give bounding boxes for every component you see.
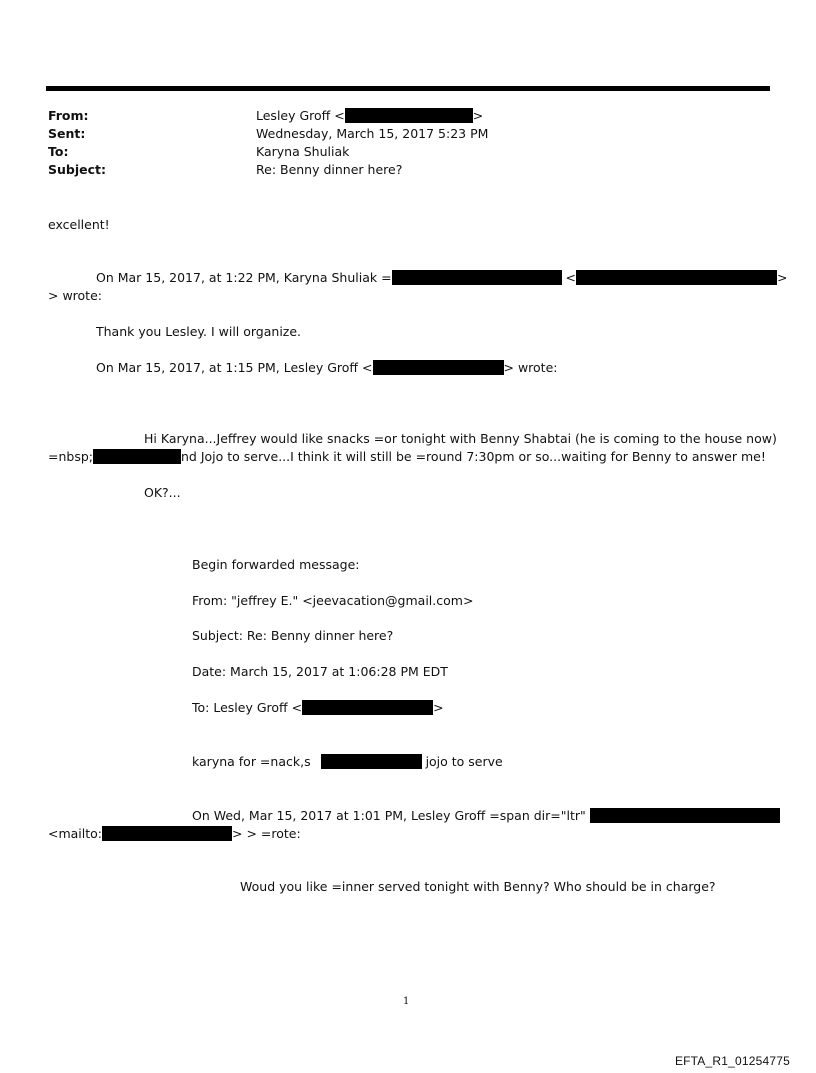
quote1-header-text: On Mar 15, 2017, at 1:22 PM, Karyna Shuliak = (96, 270, 392, 285)
forward-subject: Subject: Re: Benny dinner here? (192, 628, 394, 643)
forward-body-text: karyna for =nack,s (192, 754, 311, 769)
forward-begin: Begin forwarded message: (192, 557, 360, 572)
subject-value: Re: Benny dinner here? (256, 162, 403, 177)
redaction (93, 449, 181, 464)
quote3-mailto-text: <mailto: (48, 826, 103, 841)
sent-label: Sent: (48, 126, 86, 141)
quote3-mailto (48, 826, 301, 842)
quote2-nbsp: =nbsp; (48, 449, 93, 464)
to-label: To: (48, 144, 69, 159)
quote3-header (192, 808, 780, 824)
redaction (373, 360, 504, 375)
quote1-bracket-close: > (777, 270, 788, 285)
redaction (576, 270, 777, 285)
quote3-text: Woud you like =inner served tonight with Benny? Who should be in charge? (240, 879, 716, 894)
quote1-text: Thank you Lesley. I will organize. (96, 324, 302, 339)
header-rule (46, 86, 770, 91)
forward-to (192, 700, 444, 716)
page-number: 1 (403, 996, 410, 1007)
redaction (321, 754, 422, 769)
quote3-wrote: > > =rote: (232, 826, 301, 841)
redaction (345, 108, 473, 123)
quote2-header (96, 360, 558, 376)
forward-from: From: "jeffrey E." <jeevacation@gmail.com> (192, 593, 474, 608)
redaction (590, 808, 780, 823)
sent-value: Wednesday, March 15, 2017 5:23 PM (256, 126, 489, 141)
document-id: EFTA_R1_01254775 (674, 1054, 790, 1068)
quote3-header-text: On Wed, Mar 15, 2017 at 1:01 PM, Lesley Groff =span dir="ltr" (192, 808, 586, 823)
forward-date: Date: March 15, 2017 at 1:06:28 PM EDT (192, 664, 448, 679)
quote2-wrote: > wrote: (503, 360, 558, 375)
quote1-bracket-open: < (565, 270, 577, 285)
subject-label: Subject: (48, 162, 106, 177)
quote1-header (96, 270, 788, 286)
forward-body (192, 754, 503, 770)
reply-text: excellent! (48, 217, 110, 232)
redaction (102, 826, 232, 841)
from-close: > (472, 108, 484, 123)
from-value (256, 108, 483, 124)
redaction (392, 270, 562, 285)
from-label: From: (48, 108, 89, 123)
quote2-header-text: On Mar 15, 2017, at 1:15 PM, Lesley Groff < (96, 360, 373, 375)
quote2-line2-text: nd Jojo to serve...I think it will still be =round 7:30pm or so...waiting for Benny to answer me! (181, 449, 766, 464)
to-value: Karyna Shuliak (256, 144, 350, 159)
redaction (302, 700, 433, 715)
quote1-wrote: > wrote: (48, 288, 102, 303)
forward-body-tail: jojo to serve (425, 754, 503, 769)
quote2-line2 (48, 449, 766, 465)
forward-to-text: To: Lesley Groff < (192, 700, 303, 715)
quote2-ok: OK?... (144, 485, 181, 500)
from-name: Lesley Groff < (256, 108, 345, 123)
quote2-line1: Hi Karyna...Jeffrey would like snacks =or tonight with Benny Shabtai (he is coming to the house now) (144, 431, 777, 446)
forward-to-close: > (433, 700, 444, 715)
